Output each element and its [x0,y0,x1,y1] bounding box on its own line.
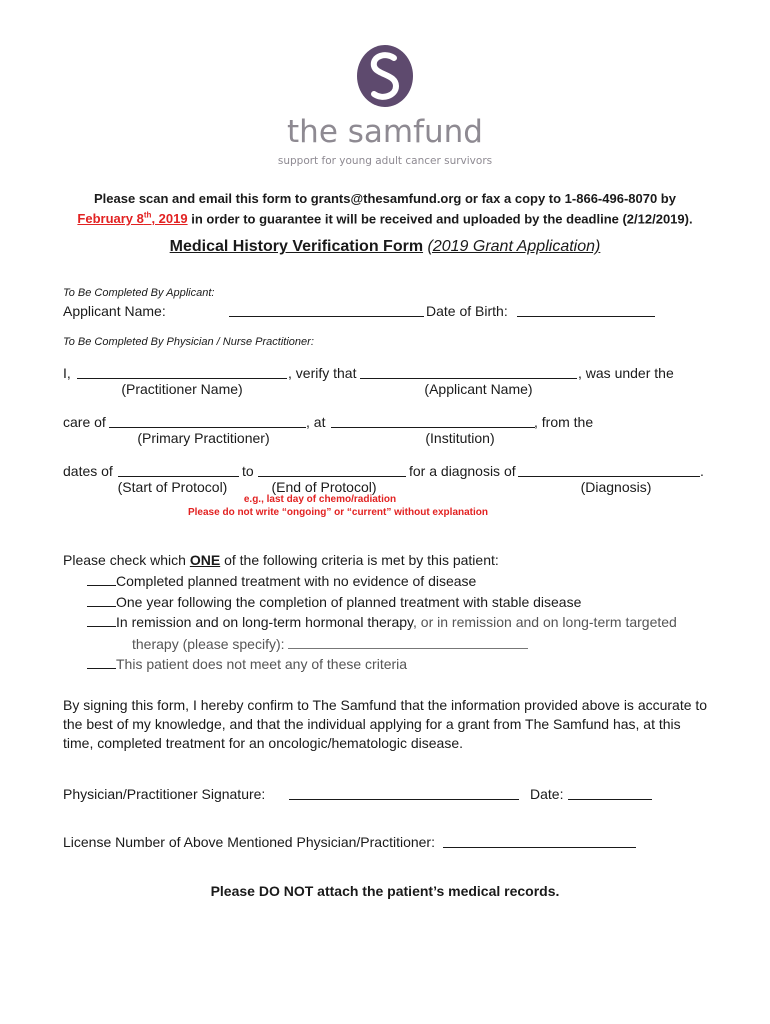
page-title: Medical History Verification Form (2019 Grant Application) [169,238,601,255]
logo [0,44,770,167]
criteria-item-1[interactable]: Completed planned treatment with no evidence of disease [87,573,476,589]
footer-note: Please DO NOT attach the patient’s medical records. [210,883,560,899]
end-protocol-field[interactable] [258,463,406,477]
diagnosis-field[interactable] [518,463,700,477]
samfund-logo-icon [356,44,414,108]
line2-from: , from the [534,414,594,430]
start-protocol-field[interactable] [118,463,239,477]
confirmation-line-3: time, completed treatment for an oncologic/hematologic disease. [63,735,463,751]
dob-field[interactable] [517,303,655,317]
license-field[interactable] [443,834,636,848]
primary-practitioner-field[interactable] [109,414,306,428]
checkbox-blank-3[interactable] [87,614,116,627]
applicant-section-heading: To Be Completed By Applicant: [63,287,215,299]
instruction-line-2: February 8th, 2019 in order to guarantee it will be received and uploaded by the deadline (2/12/2019). [77,211,693,227]
line3-period: . [700,463,704,479]
deadline-date: February 8th, 2019 [77,211,188,227]
caption-start: (Start of Protocol) [117,479,228,495]
criteria-item-2[interactable]: One year following the completion of planned treatment with stable disease [87,594,581,610]
brand-tagline: support for young adult cancer survivors [277,155,493,167]
criteria-prompt: Please check which ONE of the following criteria is met by this patient: [63,552,499,568]
line3-dates: dates of [63,463,113,479]
caption-end: (End of Protocol) [271,479,377,495]
date-label: Date: [530,786,564,802]
line2-at: , at [306,414,326,430]
caption-applicant: (Applicant Name) [424,381,533,397]
license-label: License Number of Above Mentioned Physician/Practitioner: [63,834,435,850]
physician-section-heading: To Be Completed By Physician / Nurse Practitioner: [63,336,314,348]
confirmation-line-1: By signing this form, I hereby confirm to The Samfund that the information provided above is accurate to [63,697,708,713]
signature-label: Physician/Practitioner Signature: [63,786,266,802]
instruction-line-1: Please scan and email this form to grants@thesamfund.org or fax a copy to 1-866-496-8070 by [94,191,676,206]
therapy-specify-field[interactable] [288,635,528,649]
checkbox-blank-2[interactable] [87,594,116,607]
criteria-item-3-specify: therapy (please specify): [132,635,528,652]
line1-i: I, [63,365,71,381]
applicant-name-label: Applicant Name: [63,303,166,319]
confirmation-line-2: the best of my knowledge, and that the individual applying for a grant from The Samfund has, at this [63,716,681,732]
checkbox-blank-4[interactable] [87,656,116,669]
date-field[interactable] [568,786,652,800]
practitioner-name-field[interactable] [77,365,287,379]
note-warning: Please do not write “ongoing” or “current” without explanation [187,507,488,518]
caption-practitioner: (Practitioner Name) [121,381,243,397]
applicant-name-field-2[interactable] [360,365,577,379]
checkbox-blank-1[interactable] [87,573,116,586]
line1-under: , was under the [578,365,674,381]
brand-name: the samfund [287,114,483,150]
line1-verify: , verify that [288,365,357,381]
line3-diag: for a diagnosis of [409,463,516,479]
applicant-name-field[interactable] [229,303,424,317]
criteria-item-3[interactable]: In remission and on long-term hormonal therapy, or in remission and on long-term targeted [87,614,677,630]
line3-to: to [242,463,254,479]
criteria-item-4[interactable]: This patient does not meet any of these criteria [87,656,407,672]
caption-primary: (Primary Practitioner) [137,430,270,446]
dob-label: Date of Birth: [426,303,508,319]
note-example: e.g., last day of chemo/radiation [243,494,397,505]
institution-field[interactable] [331,414,535,428]
signature-field[interactable] [289,786,519,800]
line2-care: care of [63,414,106,430]
caption-diagnosis: (Diagnosis) [580,479,652,495]
caption-institution: (Institution) [425,430,495,446]
